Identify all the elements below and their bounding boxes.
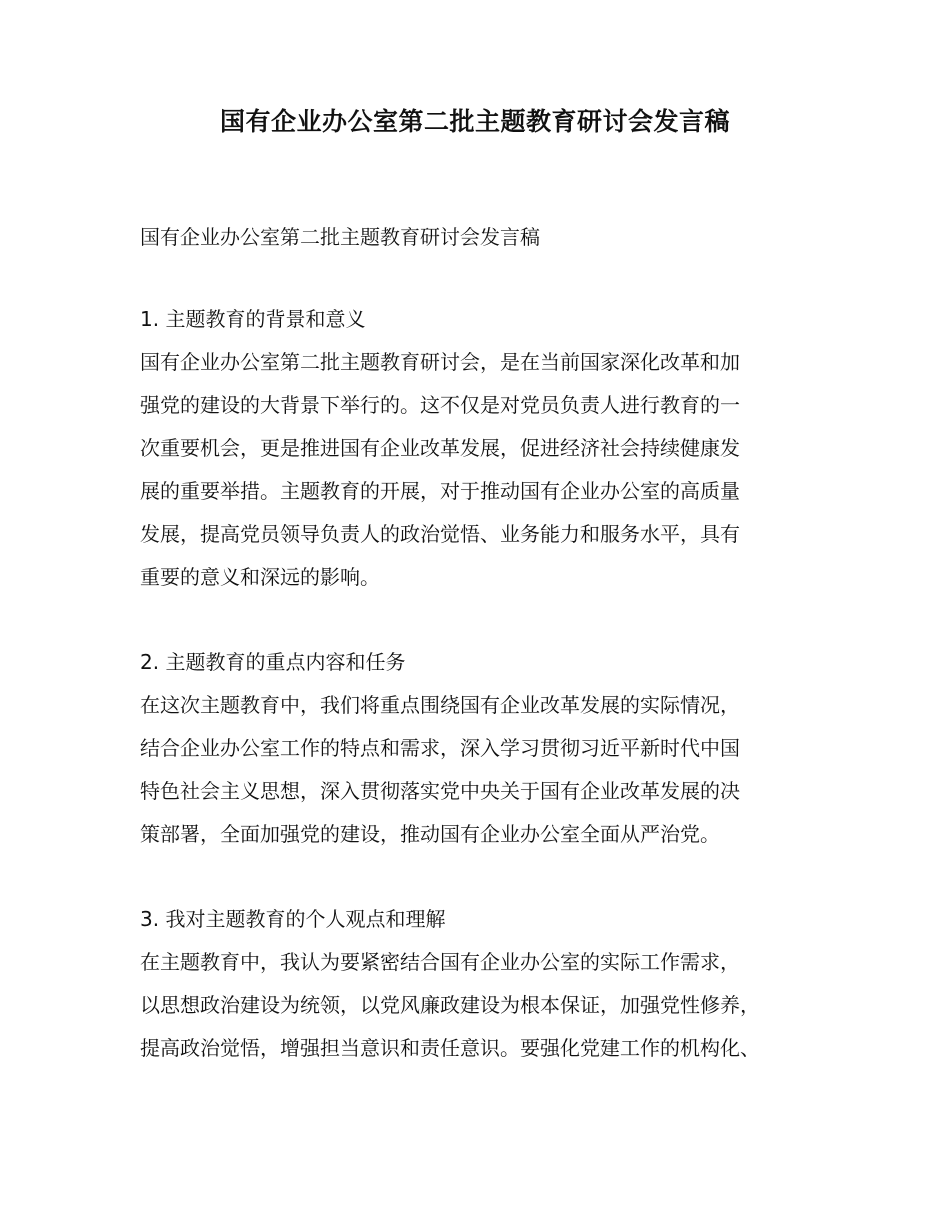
section-heading: 2. 主题教育的重点内容和任务 <box>140 650 406 674</box>
paragraph-line: 特色社会主义思想，深入贯彻落实党中央关于国有企业改革发展的决 <box>140 779 740 803</box>
section-heading: 3. 我对主题教育的个人观点和理解 <box>140 907 446 931</box>
paragraph-line: 策部署，全面加强党的建设，推动国有企业办公室全面从严治党。 <box>140 822 720 846</box>
document-title: 国有企业办公室第二批主题教育研讨会发言稿 <box>219 107 730 136</box>
section-gap <box>140 605 840 647</box>
paragraph-line: 重要的意义和深远的影响。 <box>140 565 380 589</box>
paragraph-line: 在主题教育中，我认为要紧密结合国有企业办公室的实际工作需求， <box>140 950 740 974</box>
section-1 <box>140 304 840 605</box>
paragraph-line: 在这次主题教育中，我们将重点围绕国有企业改革发展的实际情况， <box>140 693 740 717</box>
paragraph-line: 提高政治觉悟，增强担当意识和责任意识。要强化党建工作的机构化、 <box>140 1036 760 1060</box>
section-gap <box>140 862 840 904</box>
paragraph-line: 发展，提高党员领导负责人的政治觉悟、业务能力和服务水平，具有 <box>140 522 740 546</box>
document-body <box>140 222 840 1076</box>
section-2 <box>140 647 840 862</box>
paragraph-line: 展的重要举措。主题教育的开展，对于推动国有企业办公室的高质量 <box>140 479 740 503</box>
document-subtitle: 国有企业办公室第二批主题教育研讨会发言稿 <box>140 225 540 249</box>
paragraph-line: 强党的建设的大背景下举行的。这不仅是对党员负责人进行教育的一 <box>140 393 740 417</box>
paragraph-gap <box>140 265 840 304</box>
paragraph-line: 以思想政治建设为统领，以党风廉政建设为根本保证，加强党性修养， <box>140 993 760 1017</box>
paragraph-line: 国有企业办公室第二批主题教育研讨会，是在当前国家深化改革和加 <box>140 350 740 374</box>
section-3 <box>140 904 840 1076</box>
paragraph-line: 次重要机会，更是推进国有企业改革发展，促进经济社会持续健康发 <box>140 436 740 460</box>
section-heading: 1. 主题教育的背景和意义 <box>140 307 366 331</box>
paragraph-line: 结合企业办公室工作的特点和需求，深入学习贯彻习近平新时代中国 <box>140 736 740 760</box>
